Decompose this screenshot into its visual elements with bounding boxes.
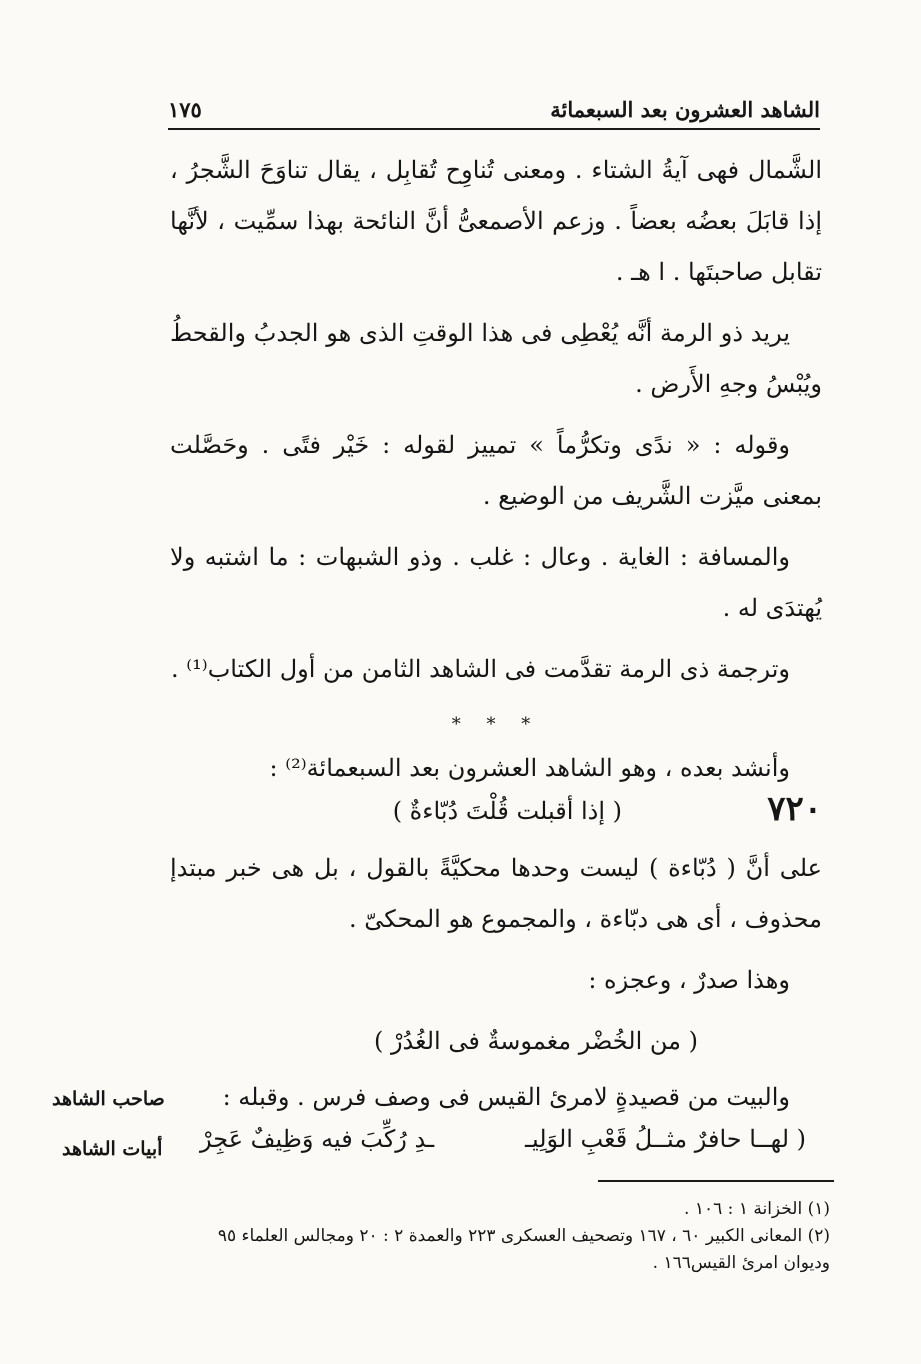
paragraph: وقوله : « ندًى وتكرُّماً » تمييز لقوله : خَيْر فتًى . وحَصَّلت بمعنى ميَّزت الشَّريف من الوضيع . xyxy=(170,431,822,510)
margin-label-poet: صاحب الشاهد xyxy=(52,1088,165,1110)
verse-line xyxy=(200,1125,806,1153)
footnote: (١) الخزانة ١ : ١٠٦ . xyxy=(684,1199,830,1219)
section-separator: * * * xyxy=(451,714,541,735)
running-title: الشاهد العشرون بعد السبعمائة xyxy=(550,97,820,122)
verse-second-half: ـدِ رُكِّبَ فيه وَظِيفٌ عَجِرْ xyxy=(200,1125,435,1153)
footnotes xyxy=(180,1196,830,1277)
witness-intro: وأنشد بعده ، وهو الشاهد العشرون بعد السبعمائة⁽²⁾ : xyxy=(269,754,790,782)
page-number: ١٧٥ xyxy=(168,97,202,122)
witness-heading xyxy=(170,791,822,835)
footnote-rule xyxy=(598,1180,834,1182)
commentary-paragraph: وهذا صدرٌ ، وعجزه : xyxy=(588,966,790,994)
main-text xyxy=(170,145,822,1133)
page-header xyxy=(168,88,820,122)
paragraph: يريد ذو الرمة أنَّه يُعْطِى فى هذا الوقتِ الذى هو الجدبُ والقحطُ ويُبْسُ وجهِ الأَرض . xyxy=(170,319,822,398)
commentary-paragraph: على أنَّ ( دُبّاءة ) ليست وحدها محكيَّةً بالقول ، بل هى خبر مبتدإ محذوف ، أى هى دبّاءة ، والمجموع هو المحكىّ . xyxy=(170,854,822,933)
witness-hemistich: ( إذا أقبلت قُلْتَ دُبّاءةٌ ) xyxy=(392,797,622,825)
paragraph: والمسافة : الغاية . وعال : غلب . وذو الشبهات : ما اشتبه ولا يُهتدَى له . xyxy=(170,543,822,622)
paragraph: وترجمة ذى الرمة تقدَّمت فى الشاهد الثامن من أول الكتاب⁽¹⁾ . xyxy=(171,655,790,683)
witness-number: ٧٢٠ xyxy=(767,789,822,829)
second-hemistich: ( من الخُضْر مغموسةٌ فى الغُدُرْ ) xyxy=(373,1027,699,1055)
source-line: والبيت من قصيدةٍ لامرئ القيس فى وصف فرس . وقبله : xyxy=(222,1083,790,1111)
margin-label-verses: أبيات الشاهد xyxy=(62,1138,163,1160)
header-rule xyxy=(168,128,820,130)
footnote: (٢) المعانى الكبير ٦٠ ، ١٦٧ وتصحيف العسكرى ٢٢٣ والعمدة ٢ : ٢٠ ومجالس العلماء ٩٥ وديوان امرئ القيس١٦٦ . xyxy=(217,1226,830,1273)
paragraph: الشَّمال فهى آيةُ الشتاء . ومعنى تُناوِح تُقابِل ، يقال تناوَحَ الشَّجرُ ، إذا قابَلَ بعضُه بعضاً . وزعم الأصمعىُّ أنَّ النائحة بهذا سمِّيت ، لأنَّها تقابل صاحبتَها . ا هـ . xyxy=(170,156,822,286)
verse-first-half: ( لهــا حافرٌ مثــلُ قَعْبِ الوَلِيـ xyxy=(524,1125,806,1153)
